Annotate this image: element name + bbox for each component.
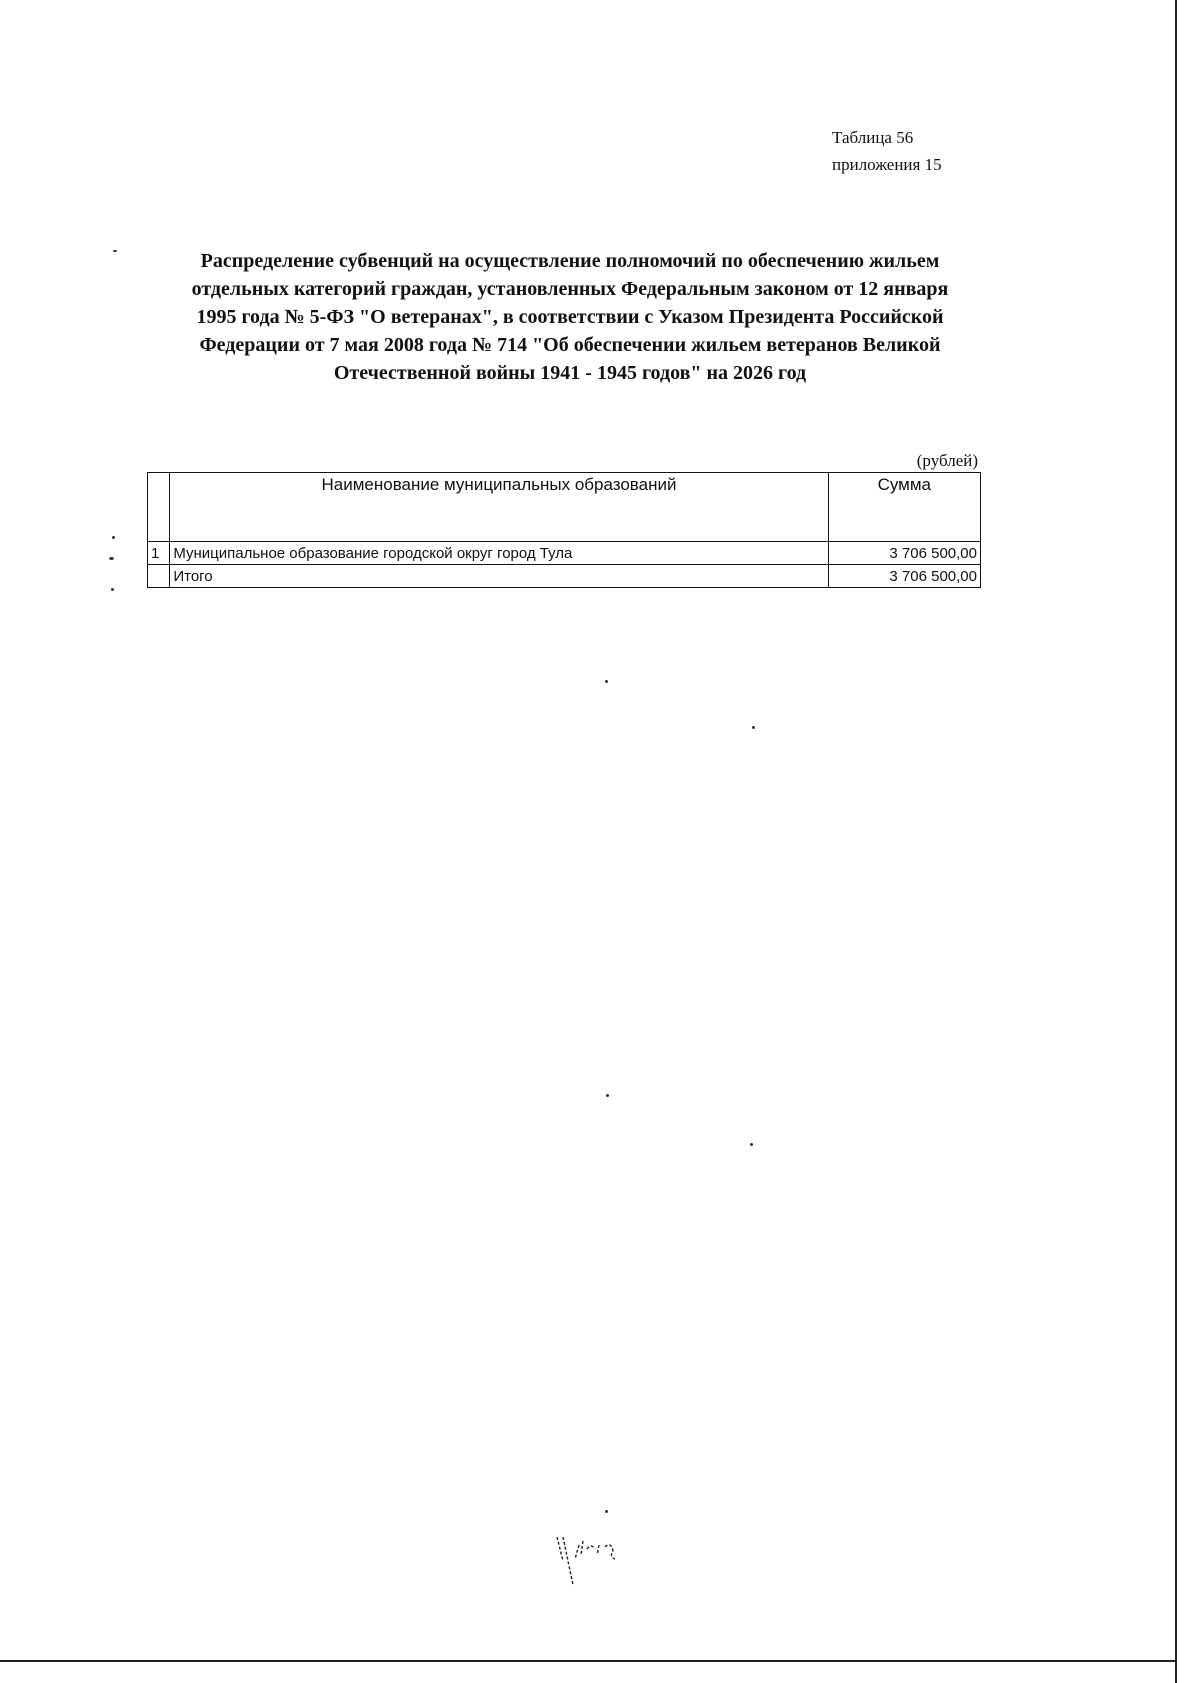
total-sum: 3 706 500,00 — [828, 565, 980, 588]
title-line: Распределение субвенций на осуществление полномочий по обеспечению жильем — [200, 250, 940, 272]
units-label: (рублей) — [916, 451, 978, 470]
scan-speck — [606, 1094, 609, 1097]
page-edge-right — [1175, 0, 1177, 1683]
title-line: 1995 года № 5-ФЗ "О ветеранах", в соответствии с Указом Президента Российской — [196, 306, 944, 328]
row-name: Муниципальное образование городской округ город Тула — [170, 542, 828, 565]
document-title — [160, 247, 980, 387]
scan-speck — [752, 726, 755, 729]
scan-speck — [605, 680, 608, 683]
header-number — [148, 473, 170, 542]
row-sum: 3 706 500,00 — [828, 542, 980, 565]
header-note — [832, 124, 942, 178]
scan-speck — [111, 588, 114, 591]
handwritten-signature — [545, 1515, 655, 1595]
header-name: Наименование муниципальных образований — [170, 473, 828, 542]
row-number: 1 — [148, 542, 170, 565]
table-reference: Таблица 56 — [832, 128, 914, 147]
table-row — [148, 542, 981, 565]
scan-speck — [112, 536, 115, 539]
scan-speck — [750, 1143, 753, 1146]
distribution-table — [147, 472, 981, 588]
scan-speck — [109, 557, 114, 560]
table-header-row — [148, 473, 981, 542]
scan-speck — [605, 1510, 608, 1513]
scan-speck — [113, 250, 117, 252]
title-line: Федерации от 7 мая 2008 года № 714 "Об обеспечении жильем ветеранов Великой — [199, 334, 941, 356]
total-label: Итого — [170, 565, 828, 588]
table-total-row — [148, 565, 981, 588]
header-sum: Сумма — [828, 473, 980, 542]
appendix-reference: приложения 15 — [832, 155, 942, 174]
title-line: Отечественной войны 1941 - 1945 годов" на 2026 год — [333, 362, 807, 384]
page-edge-bottom — [0, 1660, 1177, 1662]
title-line: отдельных категорий граждан, установленных Федеральным законом от 12 января — [191, 278, 949, 300]
total-number — [148, 565, 170, 588]
